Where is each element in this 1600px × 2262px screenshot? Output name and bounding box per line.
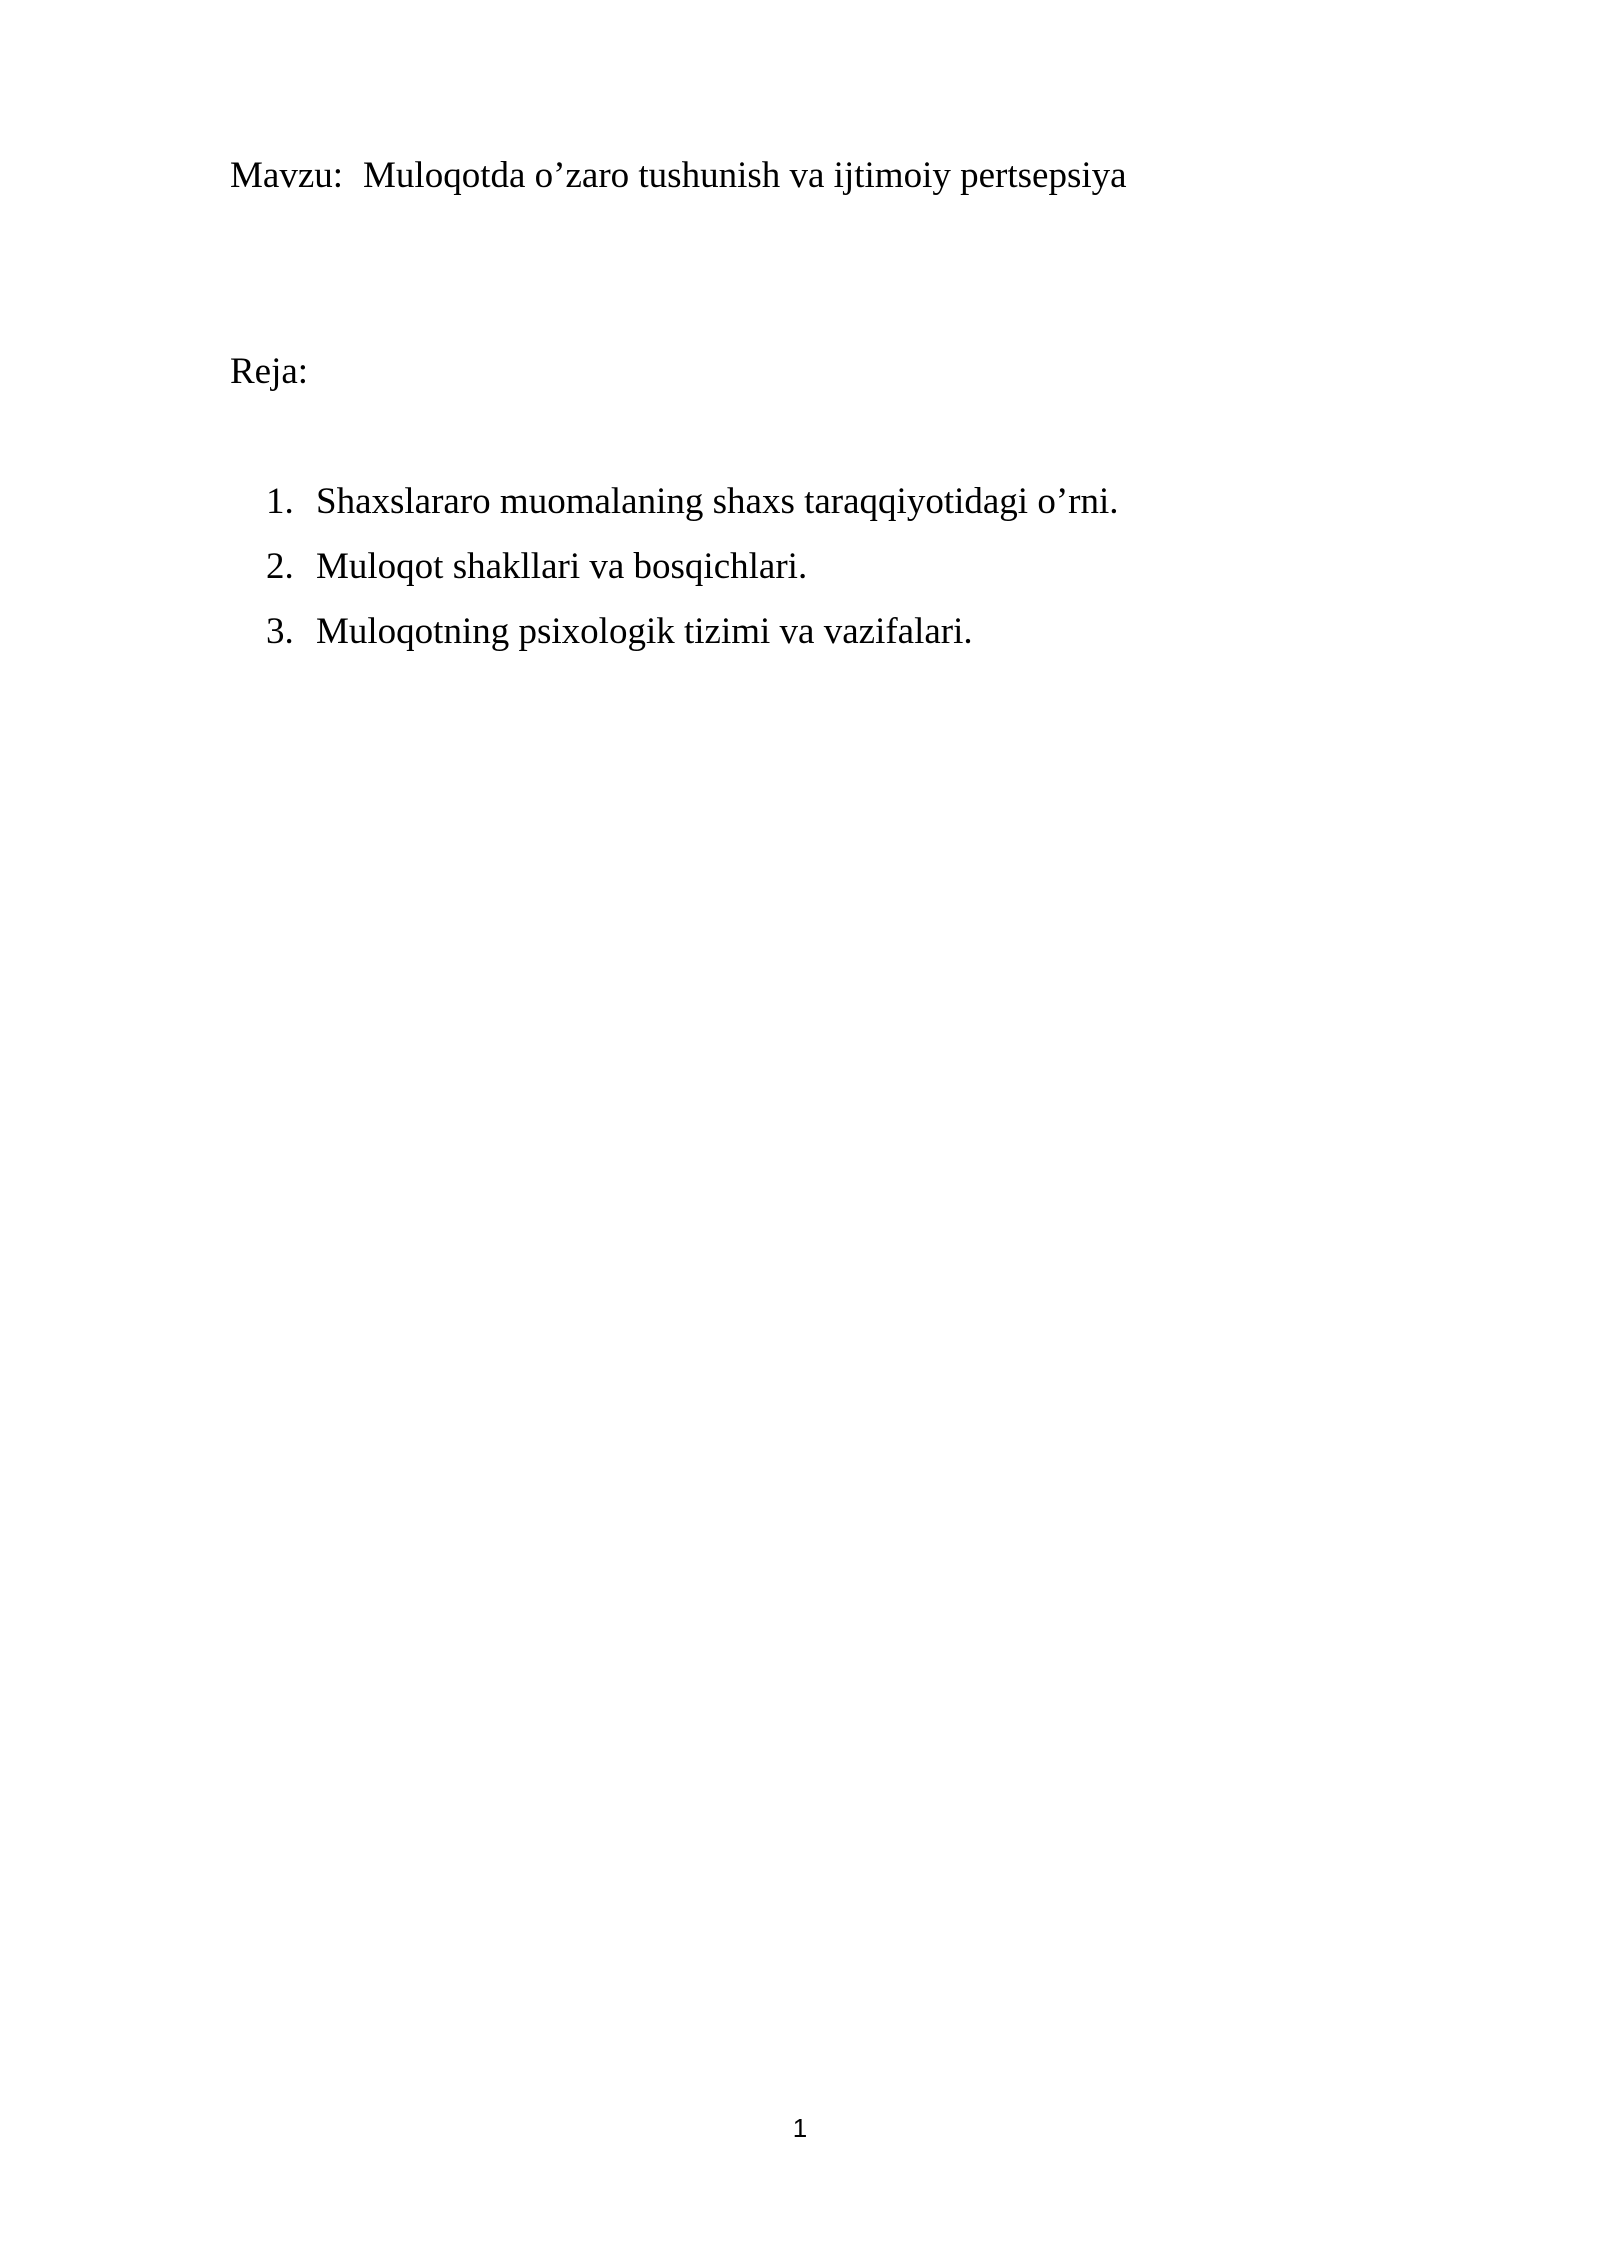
plan-item-number: 2. [266, 546, 294, 587]
page-number: 1 [792, 2113, 808, 2143]
plan-item-text: Shaxslararo muomalaning shaxs taraqqiyotidagi o’rni. [316, 481, 1119, 522]
topic-title: Muloqotda o’zaro tushunish va ijtimoiy pertsepsiya [363, 155, 1127, 196]
plan-item-number: 1. [266, 481, 294, 522]
topic-line [230, 152, 1127, 200]
plan-heading: Reja: [230, 351, 309, 392]
plan-item-number: 3. [266, 611, 294, 652]
plan-item [266, 543, 1119, 608]
plan-item-text: Muloqotning psixologik tizimi va vazifalari. [316, 611, 973, 652]
plan-item [266, 608, 1119, 673]
topic-label: Mavzu: [230, 155, 344, 196]
plan-item-text: Muloqot shakllari va bosqichlari. [316, 546, 808, 587]
plan-list [266, 478, 1119, 673]
plan-item [266, 478, 1119, 543]
